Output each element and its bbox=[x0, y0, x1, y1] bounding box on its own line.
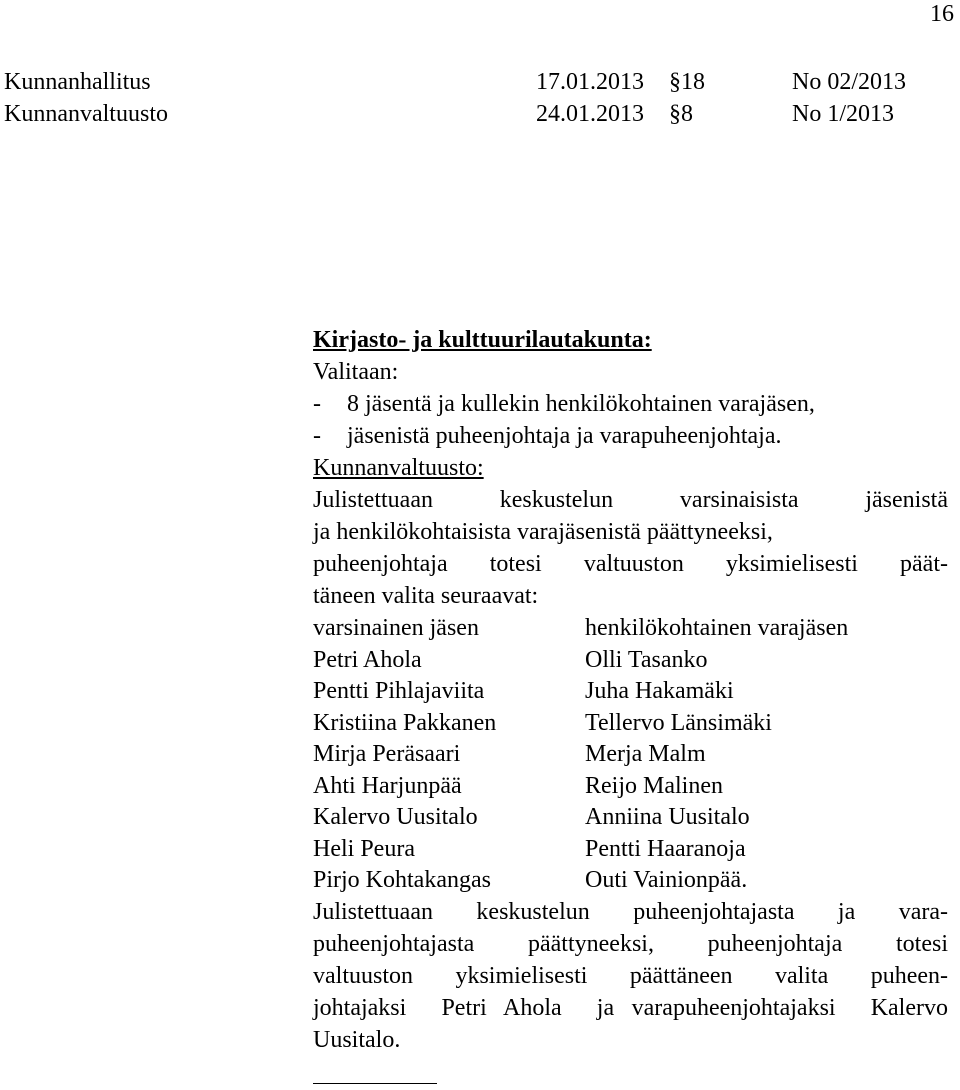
member-row bbox=[313, 833, 948, 865]
paragraph-line: johtajaksi Petri Ahola ja varapuheenjohtajaksi Kalervo bbox=[313, 994, 948, 1021]
member-name: Kristiina Pakkanen bbox=[313, 709, 497, 736]
deputy-name: Juha Hakamäki bbox=[585, 678, 734, 704]
council-label: Kunnanvaltuusto: bbox=[313, 455, 484, 481]
meeting-header bbox=[4, 66, 944, 130]
dash-glyph: - bbox=[313, 391, 321, 417]
header-date: 24.01.2013 bbox=[536, 101, 644, 127]
member-row bbox=[313, 675, 948, 707]
member-row bbox=[313, 644, 948, 676]
member-name: Petri Ahola bbox=[313, 646, 422, 673]
member-name: Kalervo Uusitalo bbox=[313, 804, 478, 830]
members-header-right: henkilökohtainen varajäsen bbox=[585, 615, 849, 641]
paragraph-line: Uusitalo. bbox=[313, 1026, 401, 1053]
bullet-item bbox=[313, 388, 948, 420]
footer-rule bbox=[313, 1083, 437, 1084]
paragraph-line: puheenjohtajasta päättyneeksi, puheenjohtaja totesi bbox=[313, 930, 948, 957]
paragraph-line: valtuuston yksimielisesti päättäneen valita puheen- bbox=[313, 962, 948, 989]
member-row bbox=[313, 801, 948, 833]
header-section: §18 bbox=[669, 69, 705, 95]
members-header-left: varsinainen jäsen bbox=[313, 615, 479, 641]
member-row bbox=[313, 770, 948, 802]
page-number: 16 bbox=[930, 1, 954, 27]
deputy-name: Merja Malm bbox=[585, 741, 706, 767]
member-name: Mirja Peräsaari bbox=[313, 741, 461, 767]
deputy-name: Olli Tasanko bbox=[585, 646, 708, 673]
header-section: §8 bbox=[669, 101, 693, 127]
member-name: Ahti Harjunpää bbox=[313, 772, 462, 799]
deputy-name: Reijo Malinen bbox=[585, 772, 723, 799]
member-name: Heli Peura bbox=[313, 835, 415, 862]
elected-label: Valitaan: bbox=[313, 359, 399, 385]
header-number: No 1/2013 bbox=[792, 101, 894, 127]
dash-glyph: - bbox=[313, 423, 321, 449]
minutes-content bbox=[313, 324, 948, 1056]
members-header-row bbox=[313, 612, 948, 644]
bullet-text: jäsenistä puheenjohtaja ja varapuheenjohtaja. bbox=[347, 423, 782, 449]
header-date: 17.01.2013 bbox=[536, 69, 644, 95]
paragraph-line: täneen valita seuraavat: bbox=[313, 583, 539, 609]
section-title: Kirjasto- ja kulttuurilautakunta: bbox=[313, 327, 652, 353]
header-number: No 02/2013 bbox=[792, 69, 906, 95]
paragraph-line: ja henkilökohtaisista varajäsenistä päättyneeksi, bbox=[313, 519, 773, 545]
paragraph-line: puheenjohtaja totesi valtuuston yksimielisesti päät- bbox=[313, 551, 948, 577]
header-body: Kunnanvaltuusto bbox=[4, 101, 168, 127]
member-name: Pentti Pihlajaviita bbox=[313, 678, 485, 704]
deputy-name: Tellervo Länsimäki bbox=[585, 709, 772, 736]
paragraph-line: Julistettuaan keskustelun puheenjohtajasta ja vara- bbox=[313, 898, 948, 925]
bullet-item bbox=[313, 420, 948, 452]
deputy-name: Anniina Uusitalo bbox=[585, 804, 750, 830]
header-body: Kunnanhallitus bbox=[4, 69, 151, 95]
member-row bbox=[313, 738, 948, 770]
header-row-council bbox=[4, 98, 944, 130]
bullet-text: 8 jäsentä ja kullekin henkilökohtainen varajäsen, bbox=[347, 391, 815, 417]
paragraph-line: Julistettuaan keskustelun varsinaisista jäsenistä bbox=[313, 487, 948, 513]
header-row-board bbox=[4, 66, 944, 98]
deputy-name: Pentti Haaranoja bbox=[585, 835, 746, 862]
member-row bbox=[313, 707, 948, 739]
member-row bbox=[313, 864, 948, 896]
member-name: Pirjo Kohtakangas bbox=[313, 867, 491, 893]
deputy-name: Outi Vainionpää. bbox=[585, 867, 748, 893]
